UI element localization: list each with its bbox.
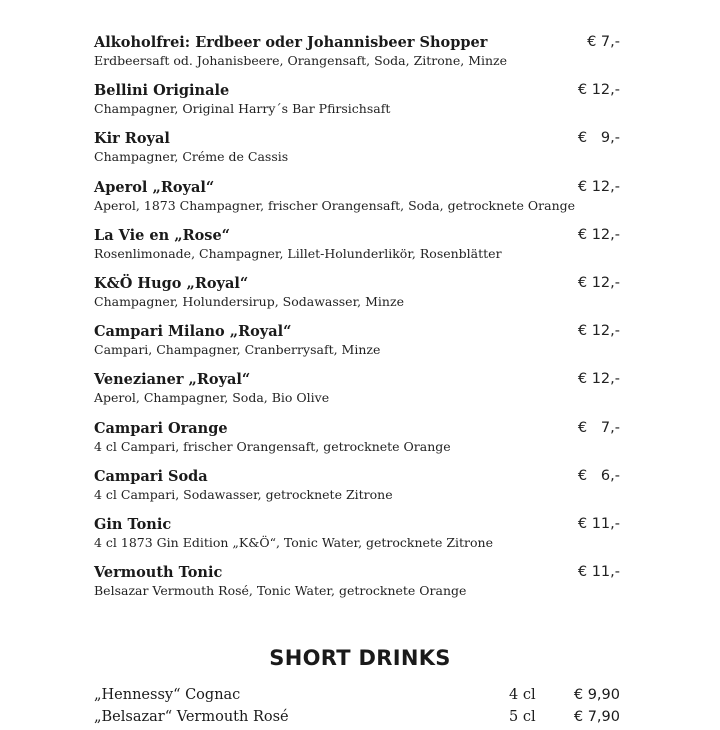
drinks-list	[94, 33, 620, 611]
drink-item	[94, 370, 620, 418]
drink-description: Champagner, Original Harry´s Bar Pfirsichsaft	[94, 101, 391, 117]
short-drink-name: „Hennessy“ Cognac	[94, 687, 241, 703]
drink-description: Belsazar Vermouth Rosé, Tonic Water, getrocknete Orange	[94, 583, 467, 599]
drink-item	[94, 419, 620, 467]
drink-price: € 12,-	[577, 274, 620, 291]
drink-name: Alkoholfrei: Erdbeer oder Johannisbeer Shopper	[94, 34, 488, 51]
drink-name: Gin Tonic	[94, 515, 172, 533]
drink-description: Campari, Champagner, Cranberrysaft, Minze	[94, 342, 381, 358]
drink-price: € 12,-	[577, 371, 620, 388]
drink-description: Champagner, Créme de Cassis	[94, 149, 289, 165]
drink-price: € 12,-	[577, 226, 620, 243]
drink-item	[94, 226, 620, 274]
drink-name: K&Ö Hugo „Royal“	[94, 274, 249, 292]
drink-description: 4 cl 1873 Gin Edition „K&Ö“, Tonic Water, getrocknete Zitrone	[94, 534, 494, 550]
drink-description: 4 cl Campari, frischer Orangensaft, getrocknete Orange	[94, 438, 451, 454]
drink-item	[94, 467, 620, 515]
drink-name: La Vie en „Rose“	[94, 226, 231, 244]
drink-description: 4 cl Campari, Sodawasser, getrocknete Zitrone	[94, 486, 393, 502]
drink-item	[94, 274, 620, 322]
short-drink-price: € 7,90	[573, 709, 620, 725]
drink-price: € 12,-	[577, 82, 620, 99]
drink-item	[94, 178, 620, 226]
drink-price: € 7,-	[587, 34, 620, 50]
short-drink-price: € 9,90	[573, 687, 620, 703]
drink-item	[94, 515, 620, 563]
drink-name: Aperol „Royal“	[94, 178, 215, 196]
short-drinks-list	[94, 686, 620, 730]
drink-price: € 11,-	[577, 564, 620, 581]
drink-name: Vermouth Tonic	[94, 564, 223, 582]
drink-description: Aperol, 1873 Champagner, frischer Orangensaft, Soda, getrocknete Orange	[94, 197, 576, 213]
short-drink-row	[94, 686, 620, 708]
drink-price: € 12,-	[577, 178, 620, 195]
drink-price: € 11,-	[577, 515, 620, 532]
drink-item	[94, 33, 620, 81]
drink-name: Campari Soda	[94, 467, 208, 485]
drink-price: € 12,-	[577, 323, 620, 340]
short-drink-name: „Belsazar“ Vermouth Rosé	[94, 709, 289, 725]
drink-name: Campari Orange	[94, 419, 228, 437]
drink-price: € 6,-	[577, 467, 620, 484]
drink-description: Aperol, Champagner, Soda, Bio Olive	[94, 390, 330, 406]
short-drink-volume: 5 cl	[509, 709, 536, 725]
drink-item	[94, 129, 620, 177]
drink-name: Venezianer „Royal“	[94, 371, 251, 389]
drink-name: Kir Royal	[94, 130, 170, 148]
drink-name: Campari Milano „Royal“	[94, 323, 292, 341]
drink-price: € 7,-	[577, 419, 620, 436]
drink-name: Bellini Originale	[94, 82, 230, 100]
drink-item	[94, 322, 620, 370]
drink-description: Erdbeersaft od. Johanisbeere, Orangensaft, Soda, Zitrone, Minze	[94, 53, 508, 68]
section-title-short-drinks: SHORT DRINKS	[269, 646, 451, 670]
short-drink-volume: 4 cl	[509, 687, 536, 703]
drink-description: Champagner, Holundersirup, Sodawasser, Minze	[94, 293, 404, 309]
drink-description: Rosenlimonade, Champagner, Lillet-Holunderlikör, Rosenblätter	[94, 245, 502, 261]
drink-item	[94, 563, 620, 611]
drink-price: € 9,-	[577, 130, 620, 147]
drink-item	[94, 81, 620, 129]
short-drink-row	[94, 708, 620, 730]
